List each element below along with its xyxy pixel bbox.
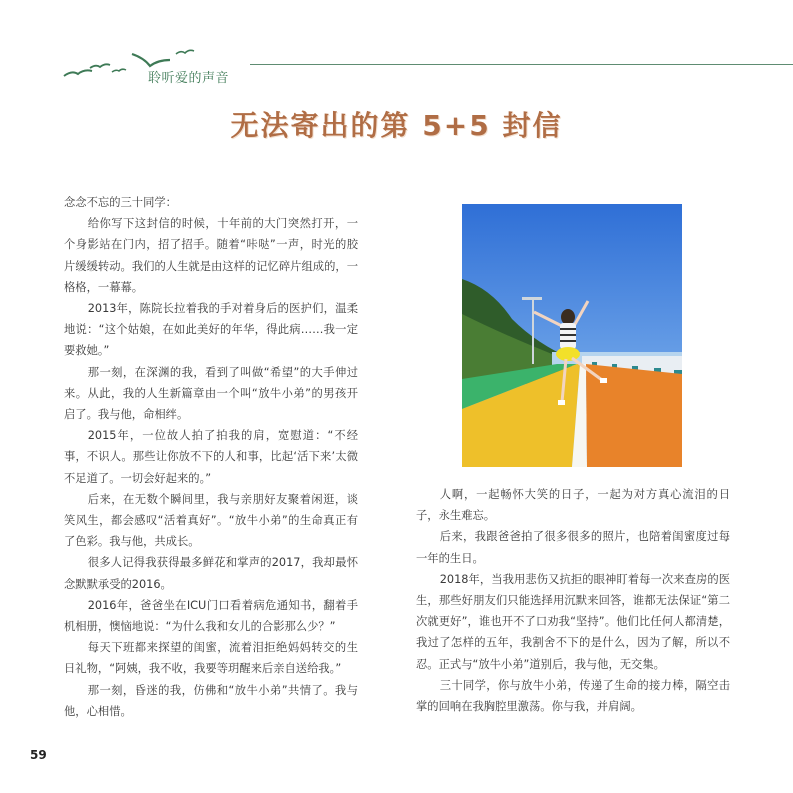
header-rule <box>250 64 793 65</box>
paragraph: 每天下班都来探望的闺蜜，流着泪拒绝妈妈转交的生日礼物，“阿姨，我不收，我要等玥醒来后亲自送给我。” <box>64 641 358 676</box>
paragraph: 2013年，陈院长拉着我的手对着身后的医护们，温柔地说：“这个姑娘，在如此美好的年华，得此病……我一定要救她。” <box>64 302 358 358</box>
paragraph: 三十同学，你与放牛小弟，传递了生命的接力棒，隔空击掌的回响在我胸腔里激荡。你与我，并肩阔。 <box>416 678 730 714</box>
paragraph: 2016年，爸爸坐在ICU门口看着病危通知书，翻着手机相册，懊恼地说：“为什么我和女儿的合影那么少？” <box>64 598 358 634</box>
salutation: 念念不忘的三十同学： <box>64 196 177 209</box>
paragraph: 后来，我跟爸爸拍了很多很多的照片，也陪着闺蜜度过每一年的生日。 <box>416 530 730 565</box>
right-column <box>416 484 730 717</box>
section-name: 聆听爱的声音 <box>148 71 230 86</box>
paragraph: 很多人记得我获得最多鲜花和掌声的2017，我却最怀念默默承受的2016。 <box>64 556 358 591</box>
paragraph: 给你写下这封信的时候，十年前的大门突然打开，一个身影站在门内，招了招手。随着“咔哒”一声，时光的胶片缓缓转动。我们的人生就是由这样的记忆碎片组成的，一格格，一幕幕。 <box>64 217 358 294</box>
photo-woman-on-running-track <box>462 204 682 467</box>
paragraph: 2015年，一位故人拍了拍我的肩，宽慰道：“不经事，不识人。那些让你放不下的人和事，比起‘活下来’太微不足道了。一切会好起来的。” <box>64 429 358 485</box>
paragraph: 那一刻，在深渊的我，看到了叫做“希望”的大手伸过来。从此，我的人生新篇章由一个叫“放牛小弟”的男孩开启了。我与他，命相绊。 <box>64 365 358 422</box>
paragraph: 2018年，当我用悲伤又抗拒的眼神盯着每一次来查房的医生，那些好朋友们只能选择用沉默来回答，谁都无法保证“第二次就更好”，谁也开不了口劝我“坚持”。他们比任何人都清楚，我过了怎样的五年，我割舍不下的是什么，因为了解，所以不忍。正式与“放牛小弟”道别后，我与他，无交集。 <box>416 572 730 671</box>
left-column <box>64 192 358 722</box>
paragraph: 后来，在无数个瞬间里，我与亲朋好友聚着闲逛，谈笑风生，都会感叹“活着真好”。“放牛小弟”的生命真正有了色彩。我与他，共成长。 <box>64 492 358 549</box>
paragraph: 那一刻，昏迷的我，仿佛和“放牛小弟”共情了。我与他，心相惜。 <box>64 683 358 718</box>
page-number: 59 <box>30 748 47 762</box>
article-title: 无法寄出的第 5+5 封信 <box>230 109 563 142</box>
paragraph: 人啊，一起畅怀大笑的日子，一起为对方真心流泪的日子，永生难忘。 <box>416 488 730 523</box>
